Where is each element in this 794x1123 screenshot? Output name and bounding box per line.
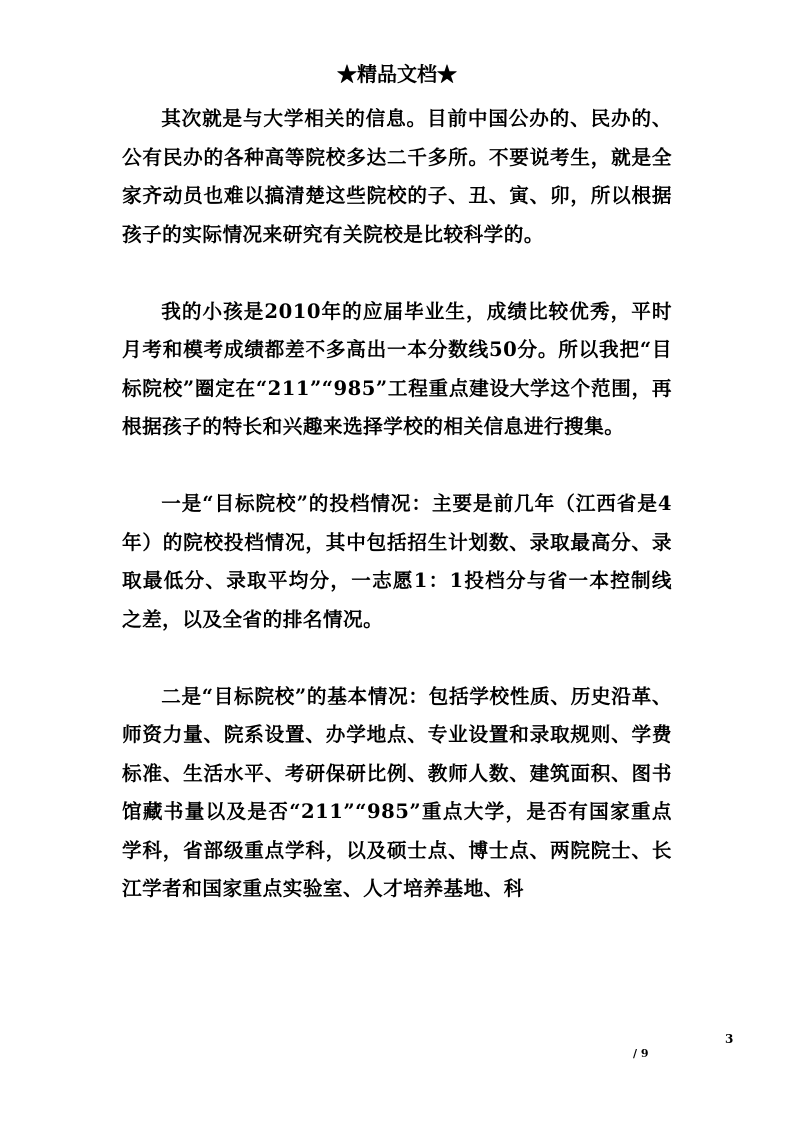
page-total: / 9 xyxy=(633,1047,649,1060)
page-number: 3 xyxy=(725,1032,734,1046)
document-body xyxy=(122,100,672,909)
document-header: ★精品文档★ xyxy=(337,62,457,86)
paragraph-child-background: 我的小孩是2010年的应届毕业生，成绩比较优秀，平时月考和模考成绩都差不多高出一本分数线50分。所以我把“目标院校”圈定在“211”“985”工程重点建设大学这个范围，再根据孩子的特长和兴趣来选择学校的相关信息进行搜集。 xyxy=(122,299,672,438)
paragraph-admission-history: 一是“目标院校”的投档情况：主要是前几年（江西省是4年）的院校投档情况，其中包括招生计划数、录取最高分、录取最低分、录取平均分，一志愿1：1投档分与省一本控制线之差，以及全省的排名情况。 xyxy=(122,492,672,631)
paragraph-university-info: 其次就是与大学相关的信息。目前中国公办的、民办的、公有民办的各种高等院校多达二千多所。不要说考生，就是全家齐动员也难以搞清楚这些院校的子、丑、寅、卯，所以根据孩子的实际情况来研究有关院校是比较科学的。 xyxy=(122,107,672,246)
paragraph-basic-info: 二是“目标院校”的基本情况：包括学校性质、历史沿革、师资力量、院系设置、办学地点、专业设置和录取规则、学费标准、生活水平、考研保研比例、教师人数、建筑面积、图书馆藏书量以及是否“211”“985”重点大学，是否有国家重点学科，省部级重点学科，以及硕士点、博士点、两院院士、长江学者和国家重点实验室、人才培养基地、科 xyxy=(122,684,672,900)
